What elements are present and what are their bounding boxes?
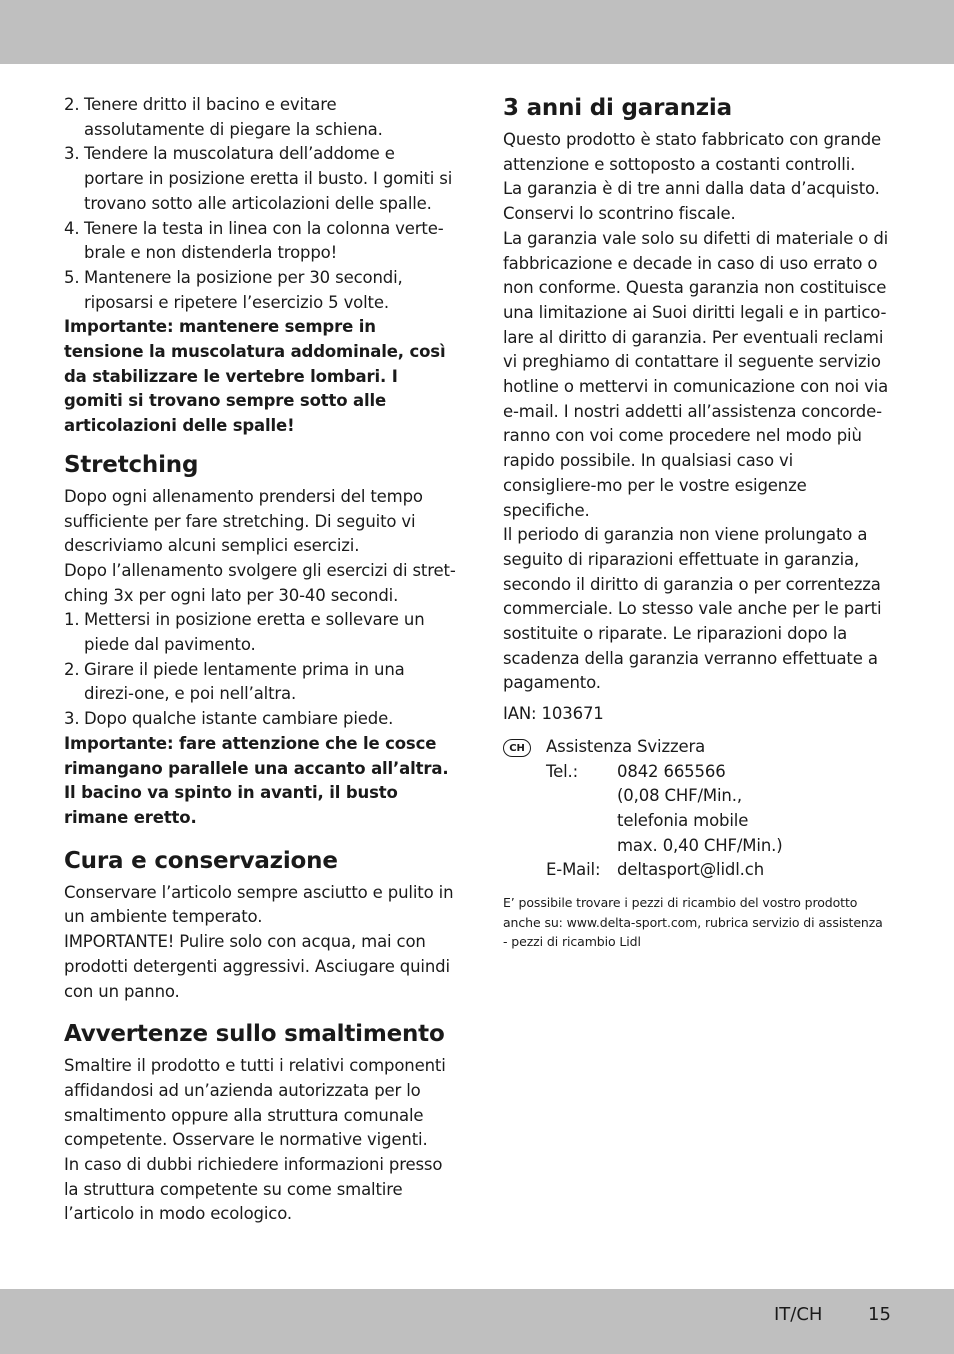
section-title-care: Cura e conservazione — [64, 847, 338, 874]
left-column — [64, 93, 456, 1227]
page-number: 15 — [868, 1304, 891, 1325]
paragraph: IMPORTANTE! Pulire solo con acqua, mai con prodotti detergenti aggressivi. Asciugare quindi con un panno. — [64, 932, 450, 1001]
paragraph: Questo prodotto è stato fabbricato con grande attenzione e sottoposto a costanti controlli. — [503, 130, 882, 174]
ian-number: IAN: 103671 — [503, 704, 604, 724]
posture-steps — [64, 93, 456, 315]
paragraph: Dopo l’allenamento svolgere gli esercizi di stret-ching 3x per ogni lato per 30-40 secondi. — [64, 560, 456, 605]
important-note: Importante: fare attenzione che le cosce rimangano parallele una accanto all’altra. Il bacino va spinto in avanti, il busto rimane eretto. — [64, 733, 449, 827]
tel-number: 0842 665566 — [617, 761, 726, 781]
list-item: 3. Tendere la muscolatura dell’addome e portare in posizione eretta il busto. I gomiti si trovano sotto alle articolazioni delle spalle. — [64, 144, 453, 213]
paragraph: Il periodo di garanzia non viene prolungato a seguito di riparazioni effettuate in garanzia, secondo il diritto di garanzia o per correntezza commerciale. Lo stesso vale anche per le parti sostituite o riparate. Le riparazioni dopo la scadenza della garanzia verranno effettuate a pagamento. — [503, 525, 882, 693]
list-item: 4. Tenere la testa in linea con la colonna verte-brale e non distenderla troppo! — [64, 218, 444, 263]
tel-rate: (0,08 CHF/Min., — [617, 786, 742, 806]
spare-parts-note: E’ possibile trovare i pezzi di ricambio del vostro prodotto anche su: www.delta-sport.com, rubrica servizio di assistenza - pezzi di ricambio Lidl — [503, 895, 883, 950]
header-bar — [0, 0, 954, 64]
service-contact — [503, 735, 889, 883]
stretching-steps — [64, 608, 456, 732]
tel-rate: max. 0,40 CHF/Min.) — [617, 835, 783, 855]
email-value: deltasport@lidl.ch — [617, 860, 765, 880]
section-title-stretching: Stretching — [64, 451, 199, 478]
right-column — [503, 92, 889, 952]
section-title-warranty: 3 anni di garanzia — [503, 95, 732, 121]
paragraph: La garanzia è di tre anni dalla data d’acquisto. Conservi lo scontrino fiscale. — [503, 179, 880, 224]
paragraph: Dopo ogni allenamento prendersi del tempo sufficiente per fare stretching. Di seguito vi descriviamo alcuni semplici esercizi. — [64, 486, 423, 556]
service-heading: Assistenza Svizzera — [546, 736, 706, 756]
list-item: 3. Dopo qualche istante cambiare piede. — [64, 709, 394, 729]
paragraph: Conservare l’articolo sempre asciutto e pulito in un ambiente temperato. — [64, 882, 454, 927]
switzerland-badge-icon: CH — [503, 739, 531, 757]
tel-rate: telefonia mobile — [617, 810, 749, 830]
footer-language: IT/CH — [774, 1304, 823, 1325]
email-label: E-Mail: — [546, 860, 601, 880]
paragraph: La garanzia vale solo su difetti di materiale o di fabbricazione e decade in caso di uso errato o non conforme. Questa garanzia non costituisce una limitazione ai Suoi diritti legali e in partico-lare al diritto di garanzia. Per eventuali reclami vi preghiamo di contattare il seguente servizio hotline o mettervi in comunicazione con noi via e-mail. I nostri addetti all’assistenza concorde-ranno con voi come procedere nel modo più rapido possibile. In qualsiasi caso vi consigliere-mo per le vostre esigenze specifiche. — [503, 228, 889, 520]
list-item: 2. Tenere dritto il bacino e evitare assolutamente di piegare la schiena. — [64, 95, 383, 139]
section-title-disposal: Avvertenze sullo smaltimento — [64, 1021, 445, 1048]
list-item: 1. Mettersi in posizione eretta e sollevare un piede dal pavimento. — [64, 610, 425, 655]
important-note: Importante: mantenere sempre in tensione la muscolatura addominale, così da stabilizzare le vertebre lombari. I gomiti si trovano sempre sotto alle articolazioni delle spalle! — [64, 317, 446, 436]
list-item: 2. Girare il piede lentamente prima in una direzi-one, e poi nell’altra. — [64, 659, 405, 704]
list-item: 5. Mantenere la posizione per 30 secondi, riposarsi e ripetere l’esercizio 5 volte. — [64, 267, 403, 312]
paragraph: Smaltire il prodotto e tutti i relativi componenti affidandosi ad un’azienda autorizzata per lo smaltimento oppure alla struttura comunale competente. Osservare le normative vigenti. — [64, 1056, 446, 1150]
tel-label: Tel.: — [546, 761, 579, 781]
paragraph: In caso di dubbi richiedere informazioni presso la struttura competente su come smaltire l’articolo in modo ecologico. — [64, 1155, 443, 1224]
